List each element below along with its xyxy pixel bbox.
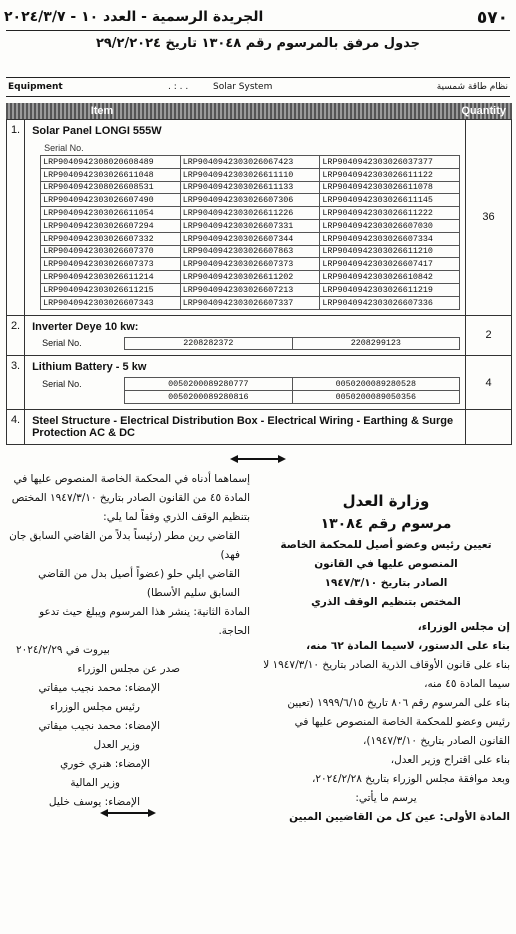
serial-cell: 2208282372 [125, 337, 293, 350]
serial-row [41, 156, 460, 169]
serial-cell: 0050200089280816 [125, 391, 293, 404]
body-paragraph: بناء على اقتراح وزير العدل، [390, 754, 510, 766]
serial-grid [40, 337, 460, 351]
decree-headline [262, 536, 510, 612]
decree-number: مرسوم رقم ١٣٠٨٤ [320, 516, 452, 532]
serial-cell: LRP9040942303026607373 [41, 258, 181, 271]
serial-cell: LRP9040942303026607334 [320, 232, 460, 245]
sections-table [6, 119, 512, 445]
serial-cell: LRP9040942303026607417 [320, 258, 460, 271]
serial-cell: LRP9040942303026607336 [320, 296, 460, 309]
headline-line: الصادر بتاريخ ١٩٤٧/٣/١٠ [324, 577, 448, 589]
section-body [25, 409, 466, 444]
gazette-header: الجريدة الرسمية - العدد ١٠ - ٢٠٢٤/٣/٧ [4, 9, 264, 25]
serial-cell: LRP9040942303026610842 [320, 271, 460, 284]
body-paragraph: وبعد موافقة مجلس الوزراء بتاريخ ٢٠٢٤/٢/٢٨، [312, 773, 510, 785]
section-title: Inverter Deye 10 kw: [32, 320, 139, 333]
serial-cell: LRP9040942303026037377 [320, 156, 460, 169]
body-paragraph: المادة الثانية: ينشر هذا المرسوم ويبلغ حيث تدعو الحاجة. [39, 606, 250, 637]
signature-line: وزير المالية [70, 777, 120, 789]
serial-cell: LRP9040942303026611219 [320, 283, 460, 296]
body-paragraph: القاضي رين مطر (رئيساً بدلاً من القاضي السابق جان فهد) [9, 530, 240, 561]
signatures [6, 660, 250, 812]
body-paragraph: إسماهما أدناه في المحكمة الخاصة المنصوص عليها في المادة ٤٥ من القانون الصادر بتاريخ ١٩٤٧/٣/١٠ المختص بتنظيم الوقف الذري وفقاً لما يلي: [11, 473, 250, 523]
section-number: 2. [7, 315, 25, 356]
serial-cell: LRP9040942303026607370 [41, 245, 181, 258]
body-paragraph: القاضي ايلي حلو (عضواً أصيل بدل من القاضي السابق سليم الأسطا) [38, 568, 240, 599]
item-header: Item [90, 105, 114, 117]
signature-line: رئيس مجلس الوزراء [49, 701, 140, 713]
serial-cell: LRP9040942308020608489 [41, 156, 181, 169]
annex-title: جدول مرفق بالمرسوم رقم ١٣٠٤٨ تاريخ ٢٩/٢/٢٠٢٤ [95, 36, 421, 51]
table-section [7, 409, 512, 444]
table-section [7, 356, 512, 410]
serial-row [41, 181, 460, 194]
serial-cell: LRP9040942303026607344 [180, 232, 320, 245]
serial-grid [40, 377, 460, 404]
serial-cell: LRP9040942303026607373 [180, 258, 320, 271]
equipment-solar: Solar System [213, 82, 273, 92]
quantity-header: Quantity [461, 105, 506, 117]
serial-row [41, 194, 460, 207]
serial-cell: LRP9040942303026607332 [41, 232, 181, 245]
serial-label: Serial No. [44, 143, 84, 153]
serial-cell: LRP9040942303026607863 [180, 245, 320, 258]
serial-cell: LRP9040942303026611210 [320, 245, 460, 258]
serial-cell: LRP9040942303026611054 [41, 207, 181, 220]
serial-cell: LRP9040942303026607294 [41, 219, 181, 232]
table-header [6, 103, 512, 119]
section-title: Lithium Battery - 5 kw [32, 361, 147, 374]
body-paragraph: المادة الأولى: عين كل من القاضيين المبين [289, 811, 510, 823]
serial-cell: LRP9040942303026611110 [180, 168, 320, 181]
serial-cell: LRP9040942303026607490 [41, 194, 181, 207]
serial-row [41, 232, 460, 245]
serial-cell: LRP9040942303026611222 [320, 207, 460, 220]
serial-cell: LRP9040942303026607343 [41, 296, 181, 309]
serial-label: Serial No. [42, 338, 82, 349]
headline-line: تعيين رئيس وعضو أصيل للمحكمة الخاصة [280, 539, 492, 551]
serial-cell: LRP9040942303026607030 [320, 219, 460, 232]
signature-line: الإمضاء: محمد نجيب ميقاتي [38, 682, 160, 694]
section-title: Solar Panel LONGI 555W [32, 125, 162, 137]
serial-row [41, 271, 460, 284]
serial-cell: LRP9040942303026611122 [320, 168, 460, 181]
serial-cell: LRP9040942303026607213 [180, 283, 320, 296]
serial-row [41, 207, 460, 220]
section-quantity: 36 [466, 120, 512, 316]
serial-cell: LRP9040942303026611215 [41, 283, 181, 296]
serial-row [41, 296, 460, 309]
serial-row [41, 219, 460, 232]
signature-line: الإمضاء: هنري خوري [60, 758, 150, 770]
serial-cell: LRP9040942303026611048 [41, 168, 181, 181]
section-quantity: 2 [466, 315, 512, 356]
body-paragraph: إن مجلس الوزراء، [417, 621, 510, 633]
serial-cell: 2208299123 [292, 337, 460, 350]
serial-row [40, 337, 460, 350]
section-quantity: 4 [466, 356, 512, 410]
serial-cell: 0050200089280528 [292, 378, 460, 391]
header-divider [6, 30, 510, 31]
equipment-table [6, 103, 512, 445]
body-paragraph: بناء على الدستور، لاسيما المادة ٦٢ منه، [306, 640, 510, 652]
equipment-arabic: نظام طاقة شمسية [436, 82, 508, 92]
section-body [25, 120, 466, 316]
ministry-title: وزارة العدل [342, 492, 430, 510]
serial-row [41, 283, 460, 296]
serial-row [41, 258, 460, 271]
section-body [25, 356, 466, 410]
serial-cell: 0050200089280777 [125, 378, 293, 391]
serial-cell: LRP9040942303026611145 [320, 194, 460, 207]
serial-row [40, 391, 460, 404]
body-paragraph: يرسم ما يأتي: [355, 792, 417, 804]
section-divider [238, 458, 278, 460]
section-body [25, 315, 466, 356]
body-paragraph: بناء على قانون الأوقاف الذرية الصادر بتاريخ ١٩٤٧/٣/١٠ لا سيما المادة ٤٥ منه، [263, 659, 510, 690]
table-section [7, 315, 512, 356]
equipment-label: Equipment [8, 82, 63, 92]
page-number: ٥٧٠ [476, 8, 508, 28]
serial-cell: LRP9040942303026607331 [180, 219, 320, 232]
equipment-dots: . : . . [168, 82, 189, 92]
signature-line: الإمضاء: يوسف خليل [48, 796, 140, 808]
section-number: 1. [7, 120, 25, 316]
decree-column [262, 490, 510, 827]
serial-row [41, 245, 460, 258]
serial-label: Serial No. [42, 379, 82, 390]
decree-date: بيروت في ٢٠٢٤/٢/٢٩ [16, 644, 110, 656]
headline-line: المختص بتنظيم الوقف الذري [311, 596, 461, 608]
serial-cell: LRP9040942303026611202 [180, 271, 320, 284]
table-section [7, 120, 512, 316]
serial-grid [40, 155, 460, 310]
decree-body-right [262, 618, 510, 827]
body-paragraph: بناء على المرسوم رقم ٨٠٦ تاريخ ١٩٩٩/٦/١٥ (تعيين رئيس وعضو للمحكمة الخاصة المنصوص عليها في القانون الصادر بتاريخ ١٩٤٧/٣/١٠)، [287, 697, 510, 747]
serial-cell: LRP9040942303026611226 [180, 207, 320, 220]
section-quantity [466, 409, 512, 444]
equipment-bottom-divider [6, 96, 510, 97]
serial-label [40, 391, 125, 404]
serial-cell: LRP9040942303026611078 [320, 181, 460, 194]
section-number: 3. [7, 356, 25, 410]
serial-row [41, 168, 460, 181]
serial-row [40, 378, 460, 391]
decree-continuation-column [6, 470, 250, 812]
section-title: Steel Structure - Electrical Distribution Box - Electrical Wiring - Earthing & Surge Protection AC & DC [32, 414, 454, 439]
section-number: 4. [7, 409, 25, 444]
headline-line: المنصوص عليها في القانون [314, 558, 458, 570]
serial-cell: LRP9040942303026067423 [180, 156, 320, 169]
serial-cell: LRP9040942303026611214 [41, 271, 181, 284]
signature-line: الإمضاء: محمد نجيب ميقاتي [38, 720, 160, 732]
serial-cell: 0050200089050356 [292, 391, 460, 404]
equipment-top-divider [6, 77, 510, 78]
signature-line: وزير العدل [93, 739, 140, 751]
serial-cell: LRP9040942303026611133 [180, 181, 320, 194]
serial-cell: LRP9040942303026607306 [180, 194, 320, 207]
serial-cell: LRP9040942308026608531 [41, 181, 181, 194]
decree-body-left [6, 470, 250, 641]
signature-line: صدر عن مجلس الوزراء [77, 663, 180, 675]
equipment-row [8, 82, 508, 96]
serial-cell: LRP9040942303026607337 [180, 296, 320, 309]
end-divider [108, 812, 148, 814]
